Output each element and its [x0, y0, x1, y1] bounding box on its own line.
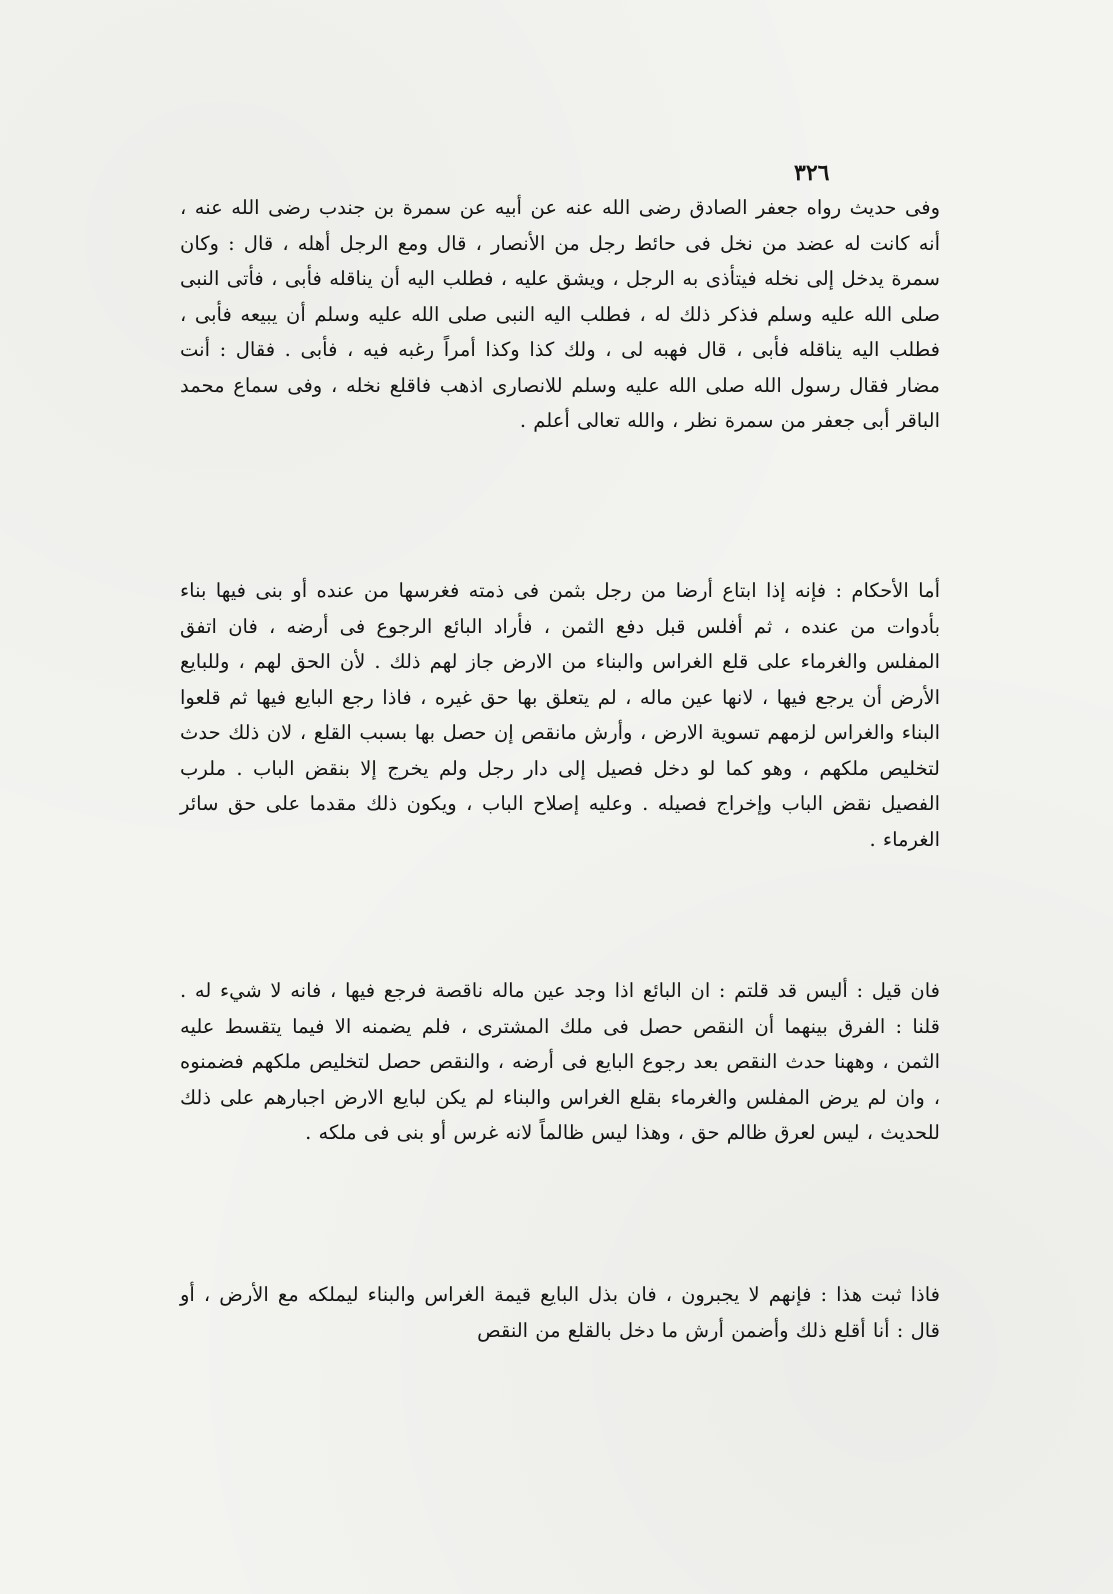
paragraph-conclusion: فاذا ثبت هذا : فإنهم لا يجبرون ، فان بذل البايع قيمة الغراس والبناء ليملكه مع الأرض ، أو قال : أنا أقلع ذلك وأضمن أرش ما دخل بالقلع من النقص	[180, 1283, 940, 1342]
paragraph-objection: فان قيل : أليس قد قلتم : ان البائع اذا وجد عين ماله ناقصة فرجع فيها ، فانه لا شيء له . قلنا : الفرق بينهما أن النقص حصل فى ملك المشترى ، فلم يضمنه الا فيما يتقسط عليه الثمن ، وههنا حدث النقص بعد رجوع البايع فى أرضه ، والنقص حصل لتخليص ملكهم فضمنوه ، وان لم يرض المفلس والغرماء بقلع الغراس والبناء لم يكن لبايع الارض اجبارهم على ذلك للحديث ، ليس لعرق ظالم حق ، وهذا ليس ظالماً لانه غرس أو بنى فى ملكه .	[180, 979, 940, 1144]
paragraph-rulings: أما الأحكام : فإنه إذا ابتاع أرضا من رجل بثمن فى ذمته فغرسها من عنده أو بنى فيها بناء بأدوات من عنده ، ثم أفلس قبل دفع الثمن ، فأراد البائع الرجوع فى أرضه ، فان اتفق المفلس والغرماء على قلع الغراس والبناء من الارض جاز لهم ذلك . لأن الحق لهم ، وللبايع الأرض أن يرجع فيها ، لانها عين ماله ، لم يتعلق بها حق غيره ، فاذا رجع البايع فيها ثم قلعوا البناء والغراس لزمهم تسوية الارض ، وأرش مانقص إن حصل بها بسبب القلع ، لان ذلك حدث لتخليص ملكهم ، وهو كما لو دخل فصيل إلى دار رجل ولم يخرج إلا بنقض الباب . ملرب الفصيل نقض الباب وإخراج فصيله . وعليه إصلاح الباب ، ويكون ذلك مقدما على حق سائر الغرماء .	[180, 579, 940, 851]
paragraph-hadith: وفى حديث رواه جعفر الصادق رضى الله عنه عن أبيه عن سمرة بن جندب رضى الله عنه ، أنه كانت له عضد من نخل فى حائط رجل من الأنصار ، قال ومع الرجل أهله ، قال : وكان سمرة يدخل إلى نخله فيتأذى به الرجل ، ويشق عليه ، فطلب اليه أن يناقله فأبى ، فأتى النبى صلى الله عليه وسلم فذكر ذلك له ، فطلب اليه النبى صلى الله عليه وسلم أن يبيعه فأبى ، فطلب اليه يناقله فأبى ، قال فهبه لى ، ولك كذا وكذا أمراً رغبه فيه ، فأبى . فقال : أنت مضار فقال رسول الله صلى الله عليه وسلم للانصارى اذهب فاقلع نخله ، وفى سماع محمد الباقر أبى جعفر من سمرة نظر ، والله تعالى أعلم .	[180, 196, 940, 432]
page-number: ٣٢٦	[794, 160, 830, 186]
